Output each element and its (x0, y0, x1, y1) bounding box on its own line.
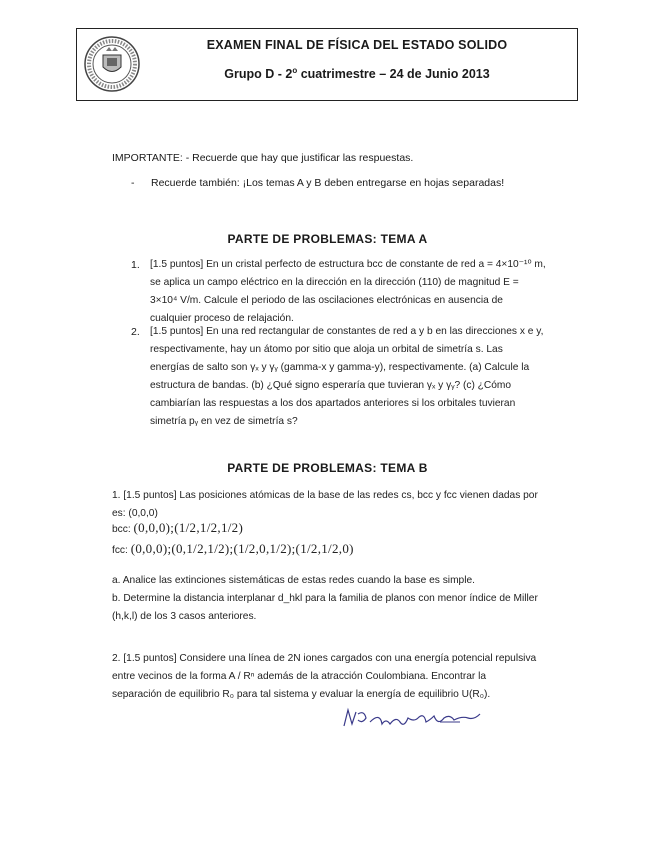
problem-b1-part-b: b. Determine la distancia interplanar d_hkl para la familia de planos con menor índice de Miller (h,k,l) de los 3 casos anteriores. (112, 593, 538, 622)
exam-header (76, 28, 578, 101)
problem-b1: 1. [1.5 puntos] Las posiciones atómicas de la base de las redes cs, bcc y fcc vienen dadas por es: (0,0,0) (112, 490, 538, 519)
handwritten-signature-icon (340, 706, 510, 732)
note-dash: - (131, 177, 135, 189)
tema-a-title: PARTE DE PROBLEMAS: TEMA A (227, 232, 428, 246)
problem-a1-number: 1. (131, 259, 140, 271)
problem-a2-number: 2. (131, 326, 140, 338)
separate-sheets-note: Recuerde también: ¡Los temas A y B deben entregarse en hojas separadas! (151, 177, 505, 189)
important-note: IMPORTANTE: - Recuerde que hay que justificar las respuestas. (112, 152, 414, 164)
problem-b1-part-a: a. Analice las extinciones sistemáticas de estas redes cuando la base es simple. (112, 575, 475, 586)
problem-a1: [1.5 puntos] En un cristal perfecto de estructura bcc de constante de red a = 4×10⁻¹⁰ m, se aplica un campo eléctrico en la dirección en la dirección (110) de magnitud E = 3×10⁴ V/m. Calcule el periodo de las oscilaciones electrónicas en ausencia de cualquier proceso de relajación. (150, 259, 546, 324)
exam-title: EXAMEN FINAL DE FÍSICA DEL ESTADO SOLIDO (206, 38, 508, 52)
problem-a2: [1.5 puntos] En una red rectangular de constantes de red a y b en las direcciones x e y, respectivamente, hay un átomo por sitio que aloja un orbital de simetría s. Las energías de salto son γₓ y γᵧ (gamma-x y gamma-y), respectivamente. (a) Calcule la estructura de bandas. (b) ¿Qué signo esperaría que tuvieran γₓ y γᵧ? (c) ¿Cómo cambiarían las respuestas a los dos apartados anteriores si los orbitales tuvieran simetría pᵧ en vez de simetría s? (150, 326, 544, 427)
bcc-basis: bcc: (0,0,0);(1/2,1/2,1/2) (112, 520, 244, 535)
tema-b-title: PARTE DE PROBLEMAS: TEMA B (227, 461, 428, 475)
exam-subtitle: Grupo D - 2$^o$ cuatrimestre – 24 de Junio 2013 (224, 66, 490, 82)
fcc-basis: fcc: (0,0,0);(0,1/2,1/2);(1/2,0,1/2);(1/2,1/2,0) (112, 541, 354, 556)
problem-b2: 2. [1.5 puntos] Considere una línea de 2N iones cargados con una energía potencial repulsiva entre vecinos de la forma A / Rⁿ además de la atracción Coulombiana. Encontrar la separación de equilibrio R₀ para tal sistema y evaluar la energía de equilibrio U(R₀). (112, 653, 537, 700)
